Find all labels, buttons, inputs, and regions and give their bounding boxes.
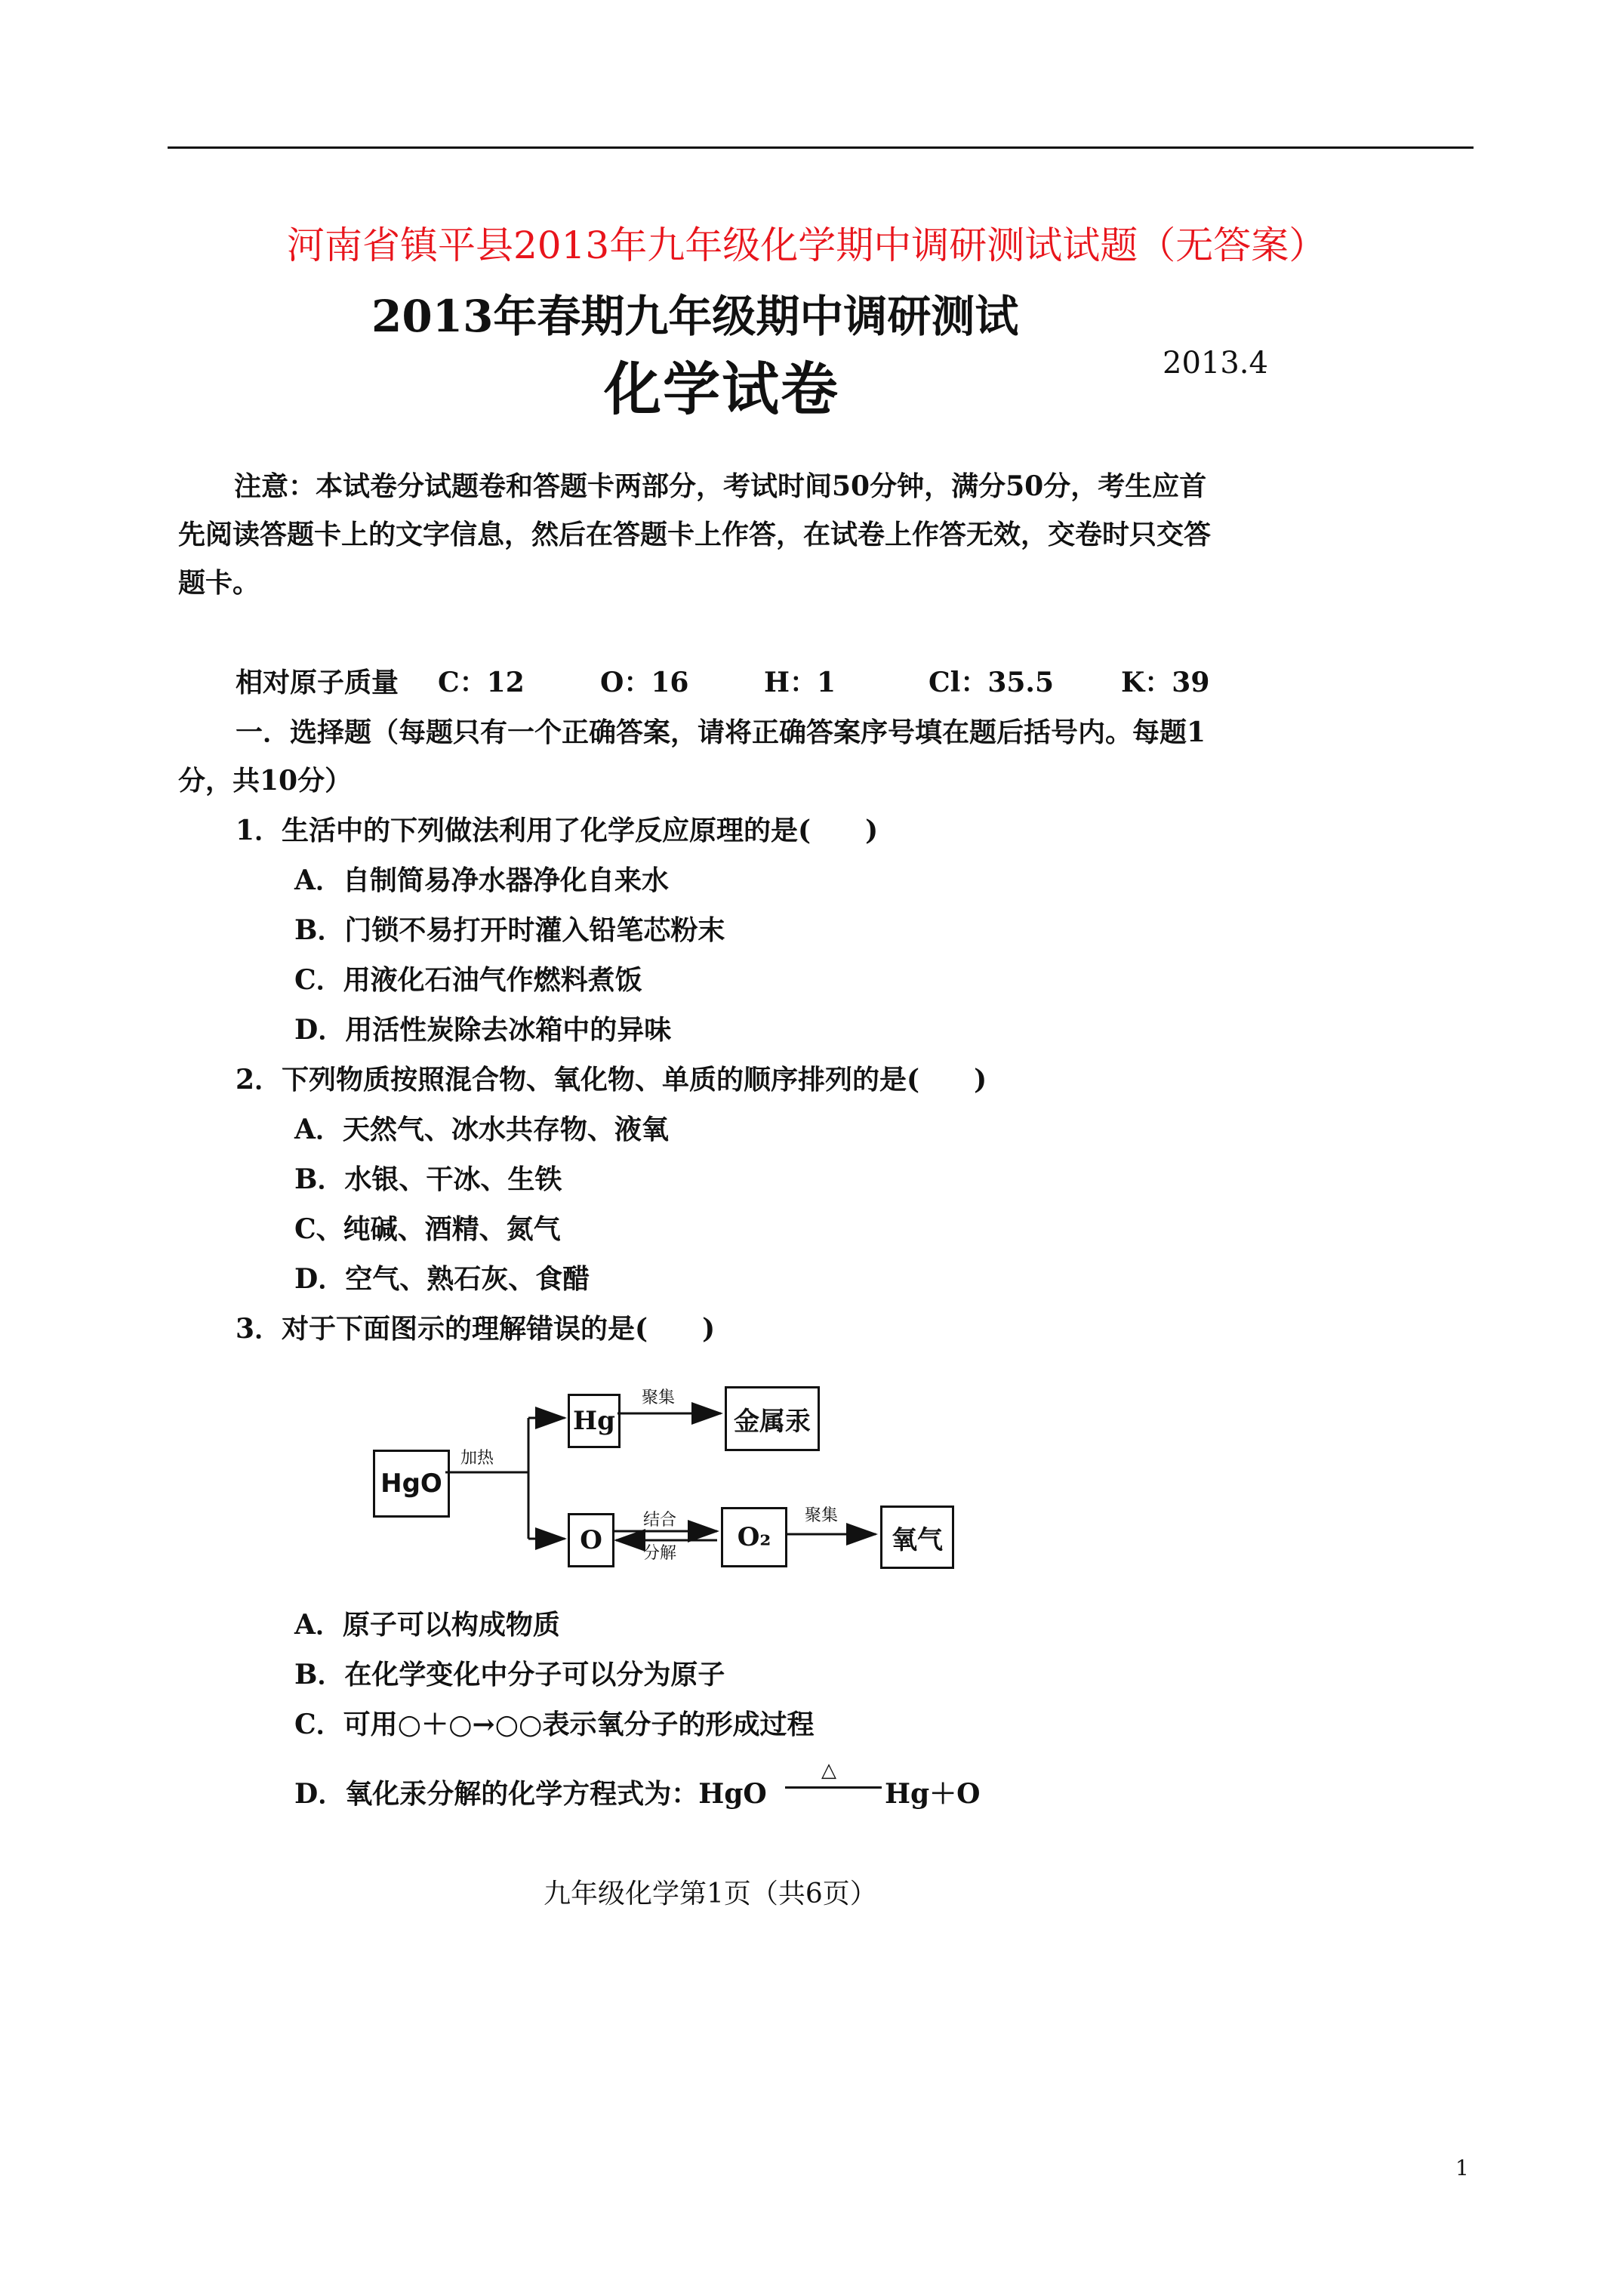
atomic-mass-cl: Cl：35.5 [929,667,1055,698]
equation-arrow [785,1759,882,1800]
atomic-mass-h: H：1 [764,667,836,698]
atomic-mass-o: O：16 [600,667,689,698]
diagram-box-o: O [568,1513,614,1567]
diagram-box-mercury: 金属汞 [725,1386,820,1451]
section-heading-line-1: 一．选择题（每题只有一个正确答案，请将正确答案序号填在题后括号内。每题1 [236,717,1206,748]
page-number: 1 [1455,2156,1469,2180]
exam-date: 2013.4 [1163,346,1268,381]
document-title: 河南省镇平县2013年九年级化学期中调研测试试题（无答案） [287,223,1327,267]
atomic-mass-label: 相对原子质量 [236,667,399,698]
exam-title: 2013年春期九年级期中调研测试 [371,291,1019,342]
question-3-option-b: B．在化学变化中分子可以分为原子 [294,1659,725,1690]
diagram-label-gather-2: 聚集 [805,1506,839,1525]
equation-line [785,1786,882,1789]
question-3-option-c: C．可用○＋○→○○表示氧分子的形成过程 [294,1709,815,1740]
question-1-option-c: C．用液化石油气作燃料煮饭 [294,964,642,996]
question-3-option-d-product: Hg＋O [885,1778,981,1810]
notice-line-2: 先阅读答题卡上的文字信息，然后在答题卡上作答，在试卷上作答无效，交卷时只交答 [178,519,1212,550]
question-1-option-b: B．门锁不易打开时灌入铅笔芯粉末 [294,914,725,946]
notice-line-3: 题卡。 [178,567,260,599]
diagram-label-decompose: 分解 [643,1544,677,1563]
question-2-option-d: D．空气、熟石灰、食醋 [294,1263,590,1295]
diagram-label-heat: 加热 [460,1449,494,1468]
diagram-label-combine: 结合 [643,1511,677,1530]
question-3-option-d: D．氧化汞分解的化学方程式为：HgO [294,1778,767,1810]
diagram-box-hg: Hg [568,1394,621,1448]
diagram-box-o2: O₂ [721,1507,787,1567]
question-2-option-a: A．天然气、冰水共存物、液氧 [294,1114,669,1145]
question-1-option-a: A．自制简易净水器净化自来水 [294,864,669,896]
question-2-option-b: B．水银、干冰、生铁 [294,1163,562,1195]
atomic-mass-k: K：39 [1121,667,1210,698]
atomic-mass-c: C：12 [438,667,525,698]
question-3-stem: 3．对于下面图示的理解错误的是( ) [236,1313,716,1345]
question-2-option-c: C、纯碱、酒精、氮气 [294,1213,561,1245]
section-heading-line-2: 分，共10分） [178,765,353,797]
question-3-option-a: A．原子可以构成物质 [294,1609,560,1641]
subject-title: 化学试卷 [604,356,839,423]
diagram-box-hgo: HgO [373,1450,450,1518]
question-1-option-d: D．用活性炭除去冰箱中的异味 [294,1014,672,1046]
diagram-label-gather-1: 聚集 [642,1388,676,1407]
equation-condition: △ [821,1759,836,1782]
diagram-box-oxygen: 氧气 [880,1505,954,1569]
page-footer: 九年级化学第1页（共6页） [544,1878,877,1909]
question-1-stem: 1．生活中的下列做法利用了化学反应原理的是( ) [236,815,879,846]
notice-line-1: 注意：本试卷分试题卷和答题卡两部分，考试时间50分钟，满分50分，考生应首 [234,470,1207,502]
question-2-stem: 2．下列物质按照混合物、氧化物、单质的顺序排列的是( ) [236,1064,987,1096]
